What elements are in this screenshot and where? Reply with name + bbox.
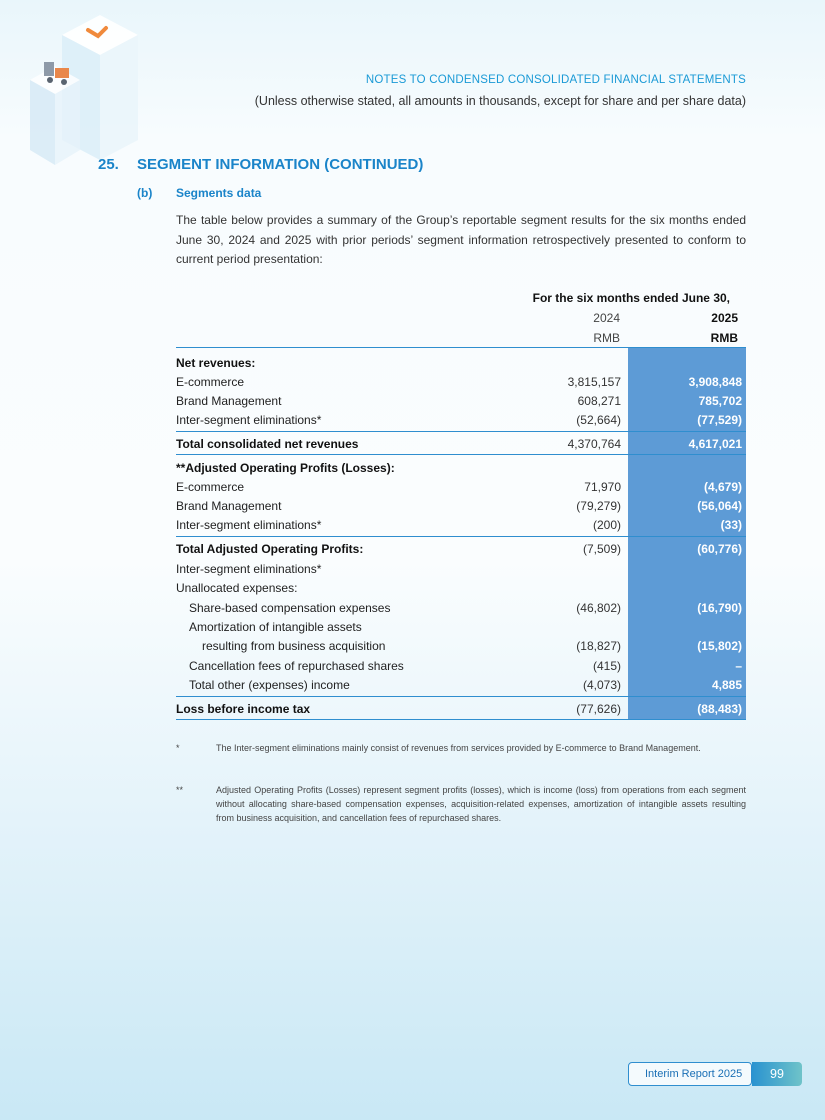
- column-header-2025: 2025: [711, 311, 738, 325]
- value-2025: (33): [720, 518, 742, 532]
- table-row: [176, 497, 746, 516]
- decorative-cubes-illustration: [0, 0, 150, 170]
- value-2025: 4,617,021: [688, 437, 742, 451]
- row-label: Total other (expenses) income: [189, 678, 350, 692]
- footnote-text: Adjusted Operating Profits (Losses) represent segment profits (losses), which is income (loss) from operations from each segment without allocating share-based compensation expenses, acquisition-related expenses, amortization of intangible assets resulting from business acquisition, and cancellation fees of repurchased shares.: [216, 785, 746, 823]
- value-2024: (415): [592, 659, 621, 673]
- value-2025: (15,802): [697, 639, 742, 653]
- table-row: [176, 599, 746, 618]
- table-row: [176, 618, 746, 637]
- value-2024: (7,509): [582, 542, 621, 556]
- value-2024: (4,073): [582, 678, 621, 692]
- value-2024: (52,664): [576, 413, 621, 427]
- footnote-mark: *: [176, 743, 180, 753]
- row-label: Inter-segment eliminations*: [176, 518, 322, 532]
- table-row: [176, 700, 746, 719]
- value-2025: 3,908,848: [688, 375, 742, 389]
- value-2025: (88,483): [697, 702, 742, 716]
- table-row: [176, 411, 746, 430]
- value-2024: (46,802): [576, 601, 621, 615]
- row-rule: [176, 536, 746, 537]
- table-row: [176, 354, 746, 373]
- subsection-label: (b): [137, 186, 153, 200]
- table-row: [176, 676, 746, 695]
- footnote-text: The Inter-segment eliminations mainly consist of revenues from services provided by E-commerce to Brand Management.: [216, 743, 701, 753]
- row-label: Share-based compensation expenses: [189, 601, 391, 615]
- value-2025: (60,776): [697, 542, 742, 556]
- footer-report-title: Interim Report 2025: [645, 1068, 743, 1080]
- value-2024: 3,815,157: [567, 375, 621, 389]
- row-label: Total consolidated net revenues: [176, 437, 359, 451]
- row-label: E-commerce: [176, 480, 245, 494]
- table-row: [176, 516, 746, 535]
- footnote-mark: **: [176, 785, 184, 795]
- value-2024: (200): [592, 518, 621, 532]
- value-2024: 608,271: [577, 394, 621, 408]
- row-rule: [176, 454, 746, 455]
- value-2024: (79,279): [576, 499, 621, 513]
- column-header-2024: 2024: [593, 311, 620, 325]
- table-row: [176, 373, 746, 392]
- section-title: SEGMENT INFORMATION (CONTINUED): [137, 156, 424, 173]
- page-number: 99: [752, 1062, 802, 1086]
- row-label: Inter-segment eliminations*: [176, 413, 322, 427]
- value-2025: 4,885: [711, 678, 742, 692]
- running-header-title: NOTES TO CONDENSED CONSOLIDATED FINANCIAL STATEMENTS: [365, 74, 746, 86]
- value-2024: 4,370,764: [567, 437, 621, 451]
- subsection-title: Segments data: [176, 186, 262, 200]
- row-label: Brand Management: [176, 394, 282, 408]
- value-2025: (56,064): [697, 499, 742, 513]
- table-row: [176, 459, 746, 478]
- row-label: Net revenues:: [176, 356, 256, 370]
- table-row: [176, 540, 746, 559]
- intro-paragraph: The table below provides a summary of the Group’s reportable segment results for the six months ended June 30, 2024 and 2025 with prior periods’ segment information retrospectively presented to conform to current period presentation:: [176, 213, 746, 266]
- row-label: resulting from business acquisition: [202, 639, 386, 653]
- table-row: [176, 392, 746, 411]
- value-2025: (77,529): [697, 413, 742, 427]
- table-row: [176, 637, 746, 656]
- running-header-subtitle: (Unless otherwise stated, all amounts in thousands, except for share and per share data): [254, 94, 746, 108]
- table-row: [176, 579, 746, 598]
- value-2024: (77,626): [576, 702, 621, 716]
- row-label: Amortization of intangible assets: [189, 620, 362, 634]
- value-2025: (16,790): [697, 601, 742, 615]
- row-rule: [176, 696, 746, 697]
- table-row: [176, 478, 746, 497]
- currency-2025: RMB: [710, 331, 738, 345]
- row-label: Loss before income tax: [176, 702, 311, 716]
- value-2025: –: [735, 659, 742, 673]
- row-label: Cancellation fees of repurchased shares: [189, 659, 404, 673]
- row-label: Unallocated expenses:: [176, 581, 298, 595]
- table-row: [176, 657, 746, 676]
- row-label: E-commerce: [176, 375, 245, 389]
- table-row: [176, 435, 746, 454]
- table-row: [176, 560, 746, 579]
- value-2025: (4,679): [703, 480, 742, 494]
- section-number: 25.: [98, 156, 119, 173]
- value-2025: 785,702: [698, 394, 742, 408]
- row-label: Inter-segment eliminations*: [176, 562, 322, 576]
- currency-2024: RMB: [593, 331, 620, 345]
- table-period-header: For the six months ended June 30,: [532, 291, 730, 305]
- row-label: Total Adjusted Operating Profits:: [176, 542, 364, 556]
- value-2024: (18,827): [576, 639, 621, 653]
- row-label: **Adjusted Operating Profits (Losses):: [176, 461, 395, 475]
- row-label: Brand Management: [176, 499, 282, 513]
- row-rule: [176, 431, 746, 432]
- table-bottom-rule: [176, 719, 746, 720]
- value-2024: 71,970: [584, 480, 621, 494]
